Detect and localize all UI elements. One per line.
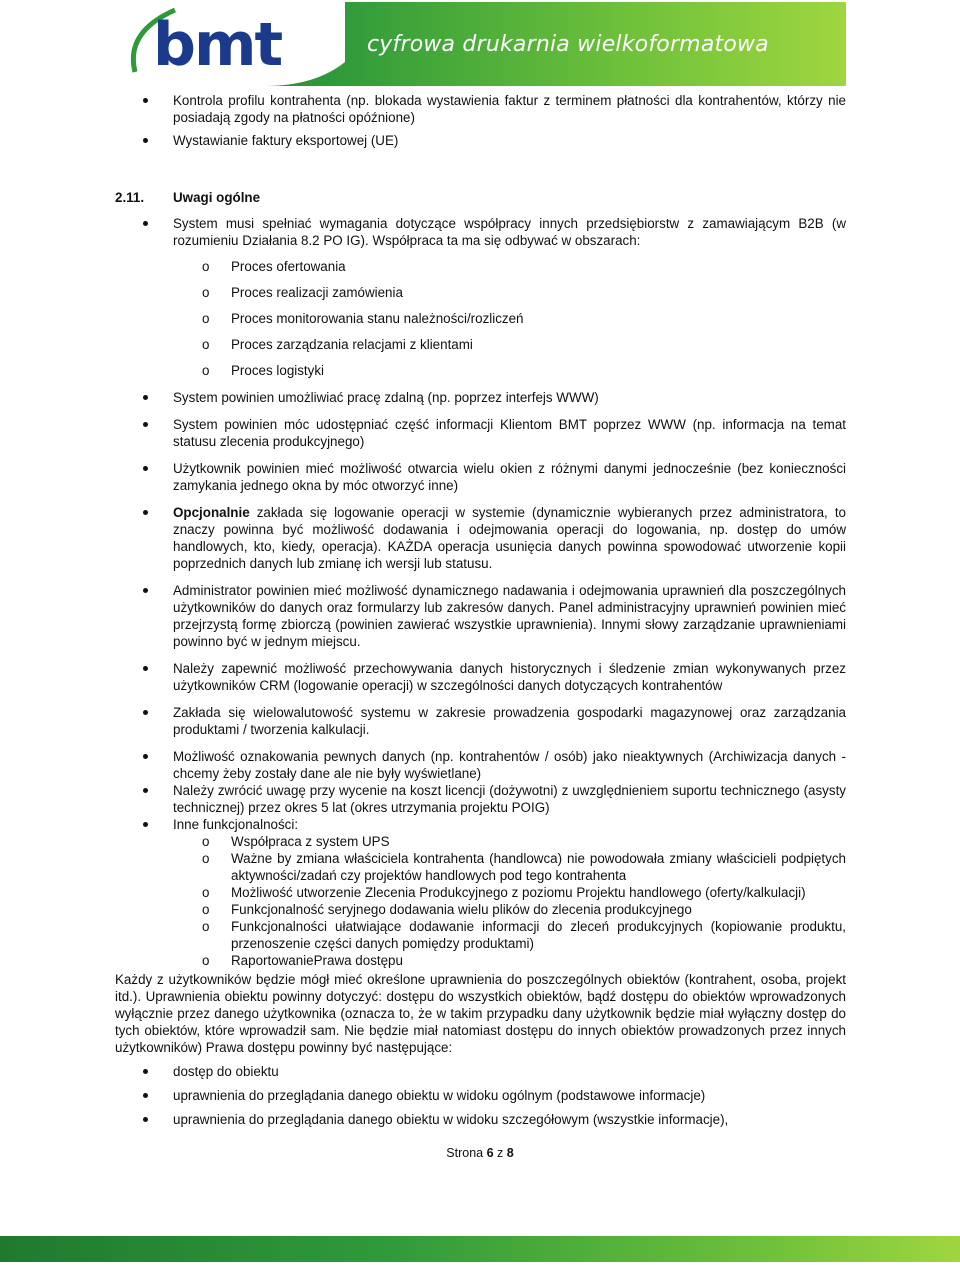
bullet-icon [143,1117,148,1122]
bullet-icon [143,138,148,143]
tagline: cyfrowa drukarnia wielkoformatowa [367,32,769,57]
sub-item: o RaportowaniePrawa dostępu [202,953,403,968]
list-item: Możliwość oznakowania pewnych danych (np. kontrahentów / osób) jako nieaktywnych (Archiwizacja danych - chcemy żeby zostały dane ale nie były wyświetlane) [115,748,846,782]
bullet-icon [143,1069,148,1074]
list-item: Zakłada się wielowalutowość systemu w zakresie prowadzenia gospodarki magazynowej oraz zarządzania produktami / tworzenia kalkulacji. [115,704,846,738]
list-item: Inne funkcjonalności: [115,816,846,833]
sub-item: o Możliwość utworzenie Zlecenia Produkcyjnego z poziomu Projektu handlowego (oferty/kalkulacji) [202,885,806,900]
sub-item: o Proces logistyki [202,363,325,378]
sub-item: o Funkcjonalności ułatwiające dodawanie informacji do zleceń produkcyjnych (kopiowanie produktu, przenoszenie części danych pomiędzy produktami) [202,919,846,951]
list-item: Wystawianie faktury eksportowej (UE) [115,132,846,149]
bullet-icon [143,98,148,103]
bullet-icon [143,588,148,593]
page-footer: Strona 6 z 8 [446,1146,514,1160]
bullet-icon [143,422,148,427]
logo: bmt [153,10,282,80]
bullet-icon [143,510,148,515]
sub-item: o Funkcjonalność seryjnego dodawania wielu plików do zlecenia produkcyjnego [202,902,692,917]
sub-item: o Proces zarządzania relacjami z klientami [202,337,473,352]
list-item: System musi spełniać wymagania dotyczące współpracy innych przedsiębiorstw z zamawiającym B2B (w rozumieniu Działania 8.2 PO IG). Współpraca ta ma się odbywać w obszarach: [115,215,846,249]
list-item: Kontrola profilu kontrahenta (np. blokada wystawienia faktur z terminem płatności dla kontrahentów, którzy nie posiadają zgody na płatności opóźnione) [115,92,846,126]
bullet-icon [143,221,148,226]
bullet-icon [143,822,148,827]
section-title: Uwagi ogólne [173,190,261,205]
section-number: 2.11. [115,190,145,205]
header-banner [115,2,846,86]
bullet-icon [143,466,148,471]
sub-item: o Proces ofertowania [202,259,346,274]
bullet-icon [143,666,148,671]
document-body [115,92,846,1128]
footer-banner [0,1236,960,1262]
list-item: uprawnienia do przeglądania danego obiektu w widoku ogólnym (podstawowe informacje) [115,1087,846,1104]
sub-item: o Ważne by zmiana właściciela kontrahenta (handlowca) nie powodowała zmiany właścicieli podpiętych aktywności/zadań czy projektów handlowych pod tego kontrahenta [202,851,846,883]
bullet-icon [143,788,148,793]
sub-item: o Współpraca z system UPS [202,834,390,849]
list-item: Użytkownik powinien mieć możliwość otwarcia wielu okien z różnymi danymi jednocześnie (bez konieczności zamykania jednego okna by móc otworzyć inne) [115,460,846,494]
list-item: System powinien umożliwiać pracę zdalną (np. poprzez interfejs WWW) [115,389,846,406]
bullet-icon [143,710,148,715]
bullet-icon [143,1093,148,1098]
section-heading [115,189,846,206]
page-total: 8 [506,1146,514,1160]
bullet-icon [143,395,148,400]
list-item: Opcjonalnie zakłada się logowanie operacji w systemie (dynamicznie wybieranych przez administratora, to znaczy powinna być możliwość dodawania i odejmowania operacji do logowania, np. dostęp do umów handlowych, kto, kiedy, operacja). KAŻDA operacja usunięcia danych powinna spowodować utworzenie kopii poprzednich danych lub zmianę ich wersji lub statusu. [115,504,846,572]
bullet-icon [143,754,148,759]
sub-item: o Proces monitorowania stanu należności/rozliczeń [202,311,524,326]
list-item: Należy zapewnić możliwość przechowywania danych historycznych i śledzenie zmian wykonywanych przez użytkowników CRM (logowanie operacji) w szczególności danych dotyczących kontrahentów [115,660,846,694]
paragraph: Każdy z użytkowników będzie mógł mieć określone uprawnienia do poszczególnych obiektów (kontrahent, osoba, projekt itd.). Uprawnienia obiektu powinny dotyczyć: dostępu do wszystkich obiektów, bądź dostępu do obiektów wprowadzonych wyłącznie przez danego użytkownika (oznacza to, że w takim przypadku dany użytkownik będzie miał wyłączny dostęp do tych obiektów, które wprowadził sam. Nie będzie miał natomiast dostępu do innych obiektów prowadzonych przez innych użytkowników) Prawa dostępu powinny być następujące: [115,972,846,1055]
page-number: 6 [486,1146,494,1160]
list-item: Należy zwrócić uwagę przy wycenie na koszt licencji (dożywotni) z uwzględnieniem suportu technicznego (asysty technicznej) przez okres 5 lat (okres utrzymania projektu POIG) [115,782,846,816]
list-item: Administrator powinien mieć możliwość dynamicznego nadawania i odejmowania uprawnień dla poszczególnych użytkowników do danych oraz formularzy lub zakresów danych. Panel administracyjny uprawnień powinien mieć przejrzystą formę zbiorczą (powinien zawierać wszystkie uprawnienia). Innymi słowy zarządzanie uprawnieniami powinno być w jednym miejscu. [115,582,846,650]
list-item: System powinien móc udostępniać część informacji Klientom BMT poprzez WWW (np. informacja na temat statusu zlecenia produkcyjnego) [115,416,846,450]
sub-item: o Proces realizacji zamówienia [202,285,403,300]
list-item: dostęp do obiektu [115,1063,846,1080]
list-item: uprawnienia do przeglądania danego obiektu w widoku szczegółowym (wszystkie informacje), [115,1111,846,1128]
